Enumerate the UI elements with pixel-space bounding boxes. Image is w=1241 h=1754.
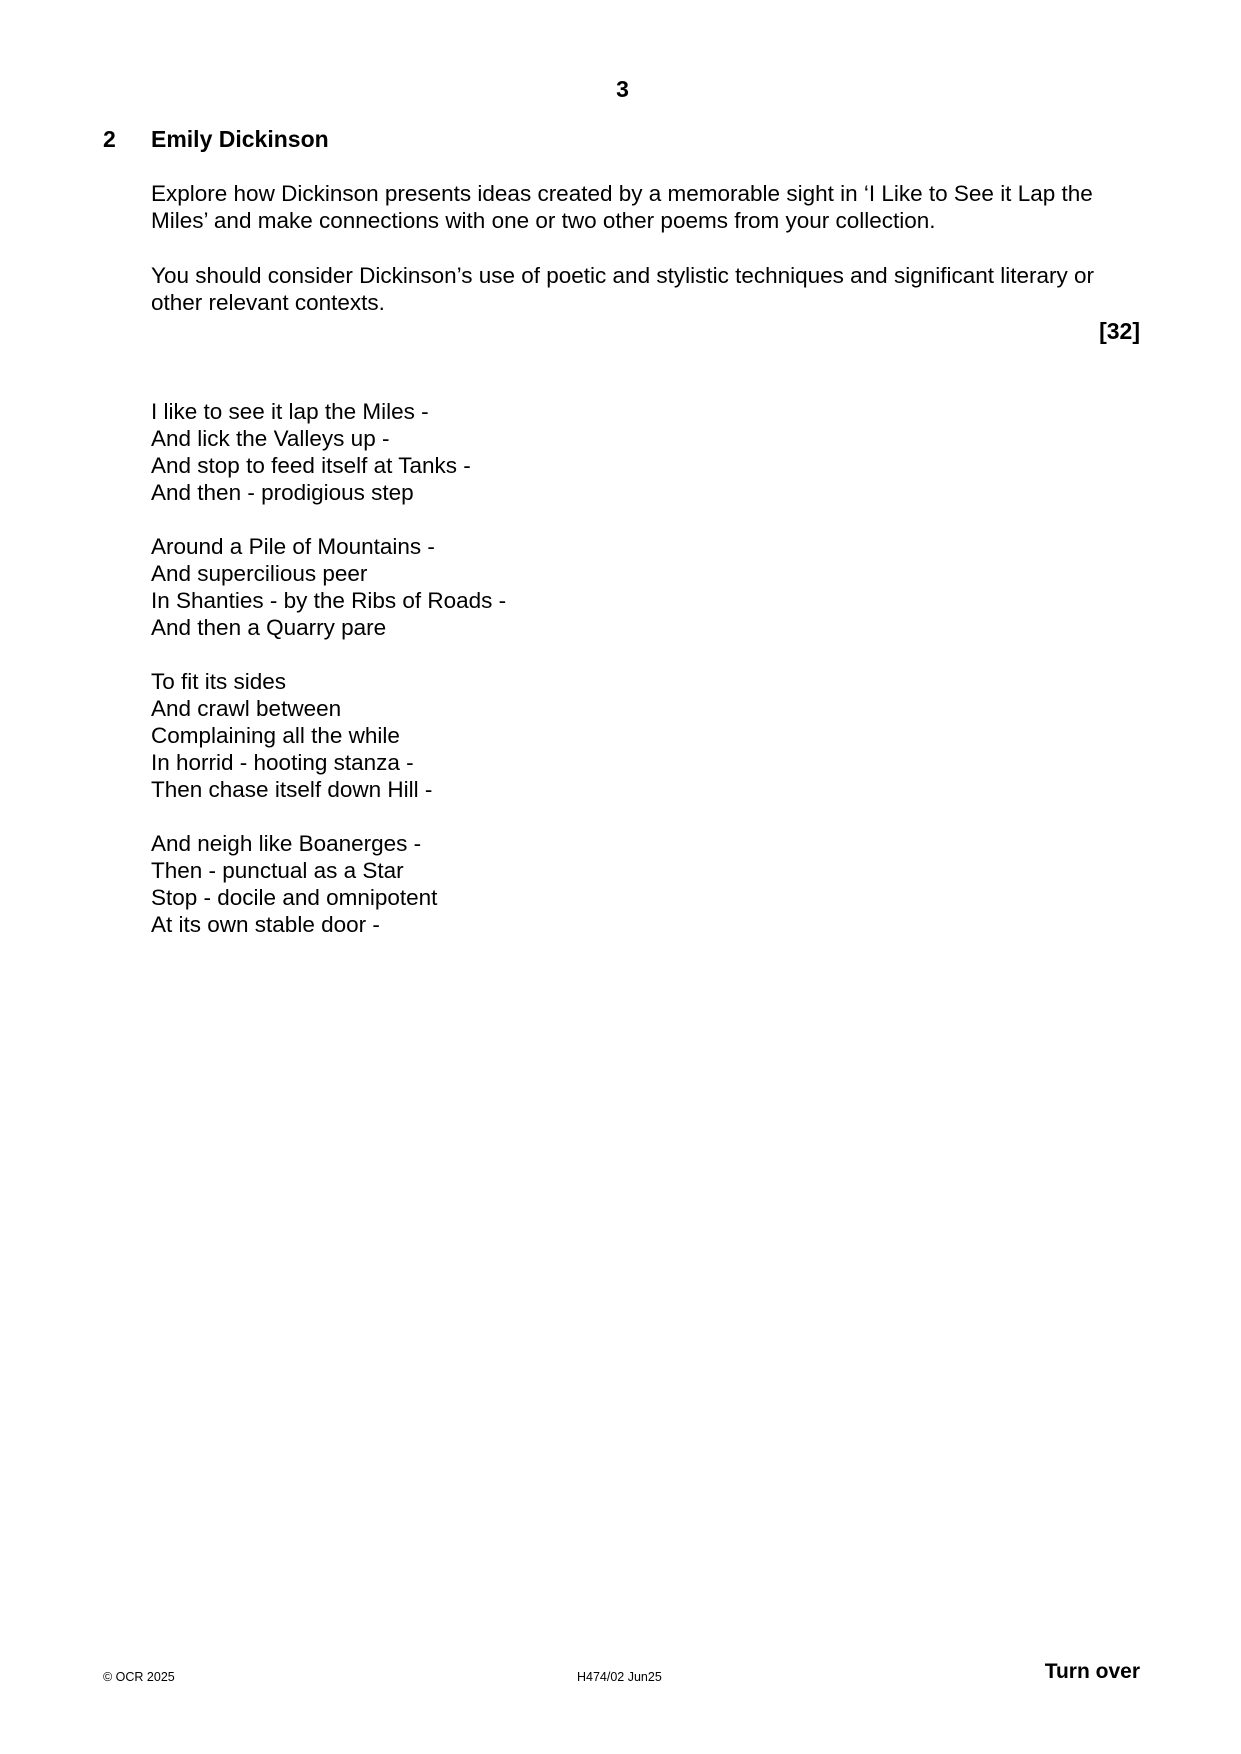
- poem-line: In Shanties - by the Ribs of Roads -: [151, 588, 507, 613]
- poem-line: Around a Pile of Mountains -: [151, 534, 435, 559]
- poem-line: To fit its sides: [151, 669, 287, 694]
- poem-line: And lick the Valleys up -: [151, 426, 390, 451]
- poem-stanza-4: [151, 830, 506, 938]
- poem-line: And stop to feed itself at Tanks -: [151, 453, 471, 478]
- question-guidance: You should consider Dickinson’s use of poetic and stylistic techniques and significant literary or other relevant contexts.: [151, 263, 1095, 315]
- poem-stanza-3: [151, 668, 506, 803]
- poem-line: At its own stable door -: [151, 912, 380, 937]
- marks-label: [32]: [1099, 318, 1140, 344]
- poem-line: Stop - docile and omnipotent: [151, 885, 438, 910]
- poem-stanza-2: [151, 533, 506, 641]
- poem-line: Then - punctual as a Star: [151, 858, 404, 883]
- poem: [151, 398, 506, 965]
- poem-line: And supercilious peer: [151, 561, 368, 586]
- poem-line: And crawl between: [151, 696, 342, 721]
- question-prompt: Explore how Dickinson presents ideas created by a memorable sight in ‘I Like to See it Lap the Miles’ and make connections with one or two other poems from your collection.: [151, 181, 1093, 233]
- poem-line: And neigh like Boanerges -: [151, 831, 422, 856]
- poem-line: In horrid - hooting stanza -: [151, 750, 414, 775]
- poem-line: Complaining all the while: [151, 723, 400, 748]
- poem-stanza-1: [151, 398, 506, 506]
- poem-line: Then chase itself down Hill -: [151, 777, 433, 802]
- poem-line: And then - prodigious step: [151, 480, 414, 505]
- footer-paper-code: H474/02 Jun25: [577, 1670, 662, 1684]
- footer-turn-over: Turn over: [1044, 1660, 1140, 1683]
- footer-copyright: © OCR 2025: [103, 1670, 175, 1684]
- poem-line: And then a Quarry pare: [151, 615, 387, 640]
- question-number: 2: [103, 126, 116, 152]
- poem-line: I like to see it lap the Miles -: [151, 399, 429, 424]
- page-number: 3: [616, 76, 629, 102]
- question-title: Emily Dickinson: [151, 126, 329, 152]
